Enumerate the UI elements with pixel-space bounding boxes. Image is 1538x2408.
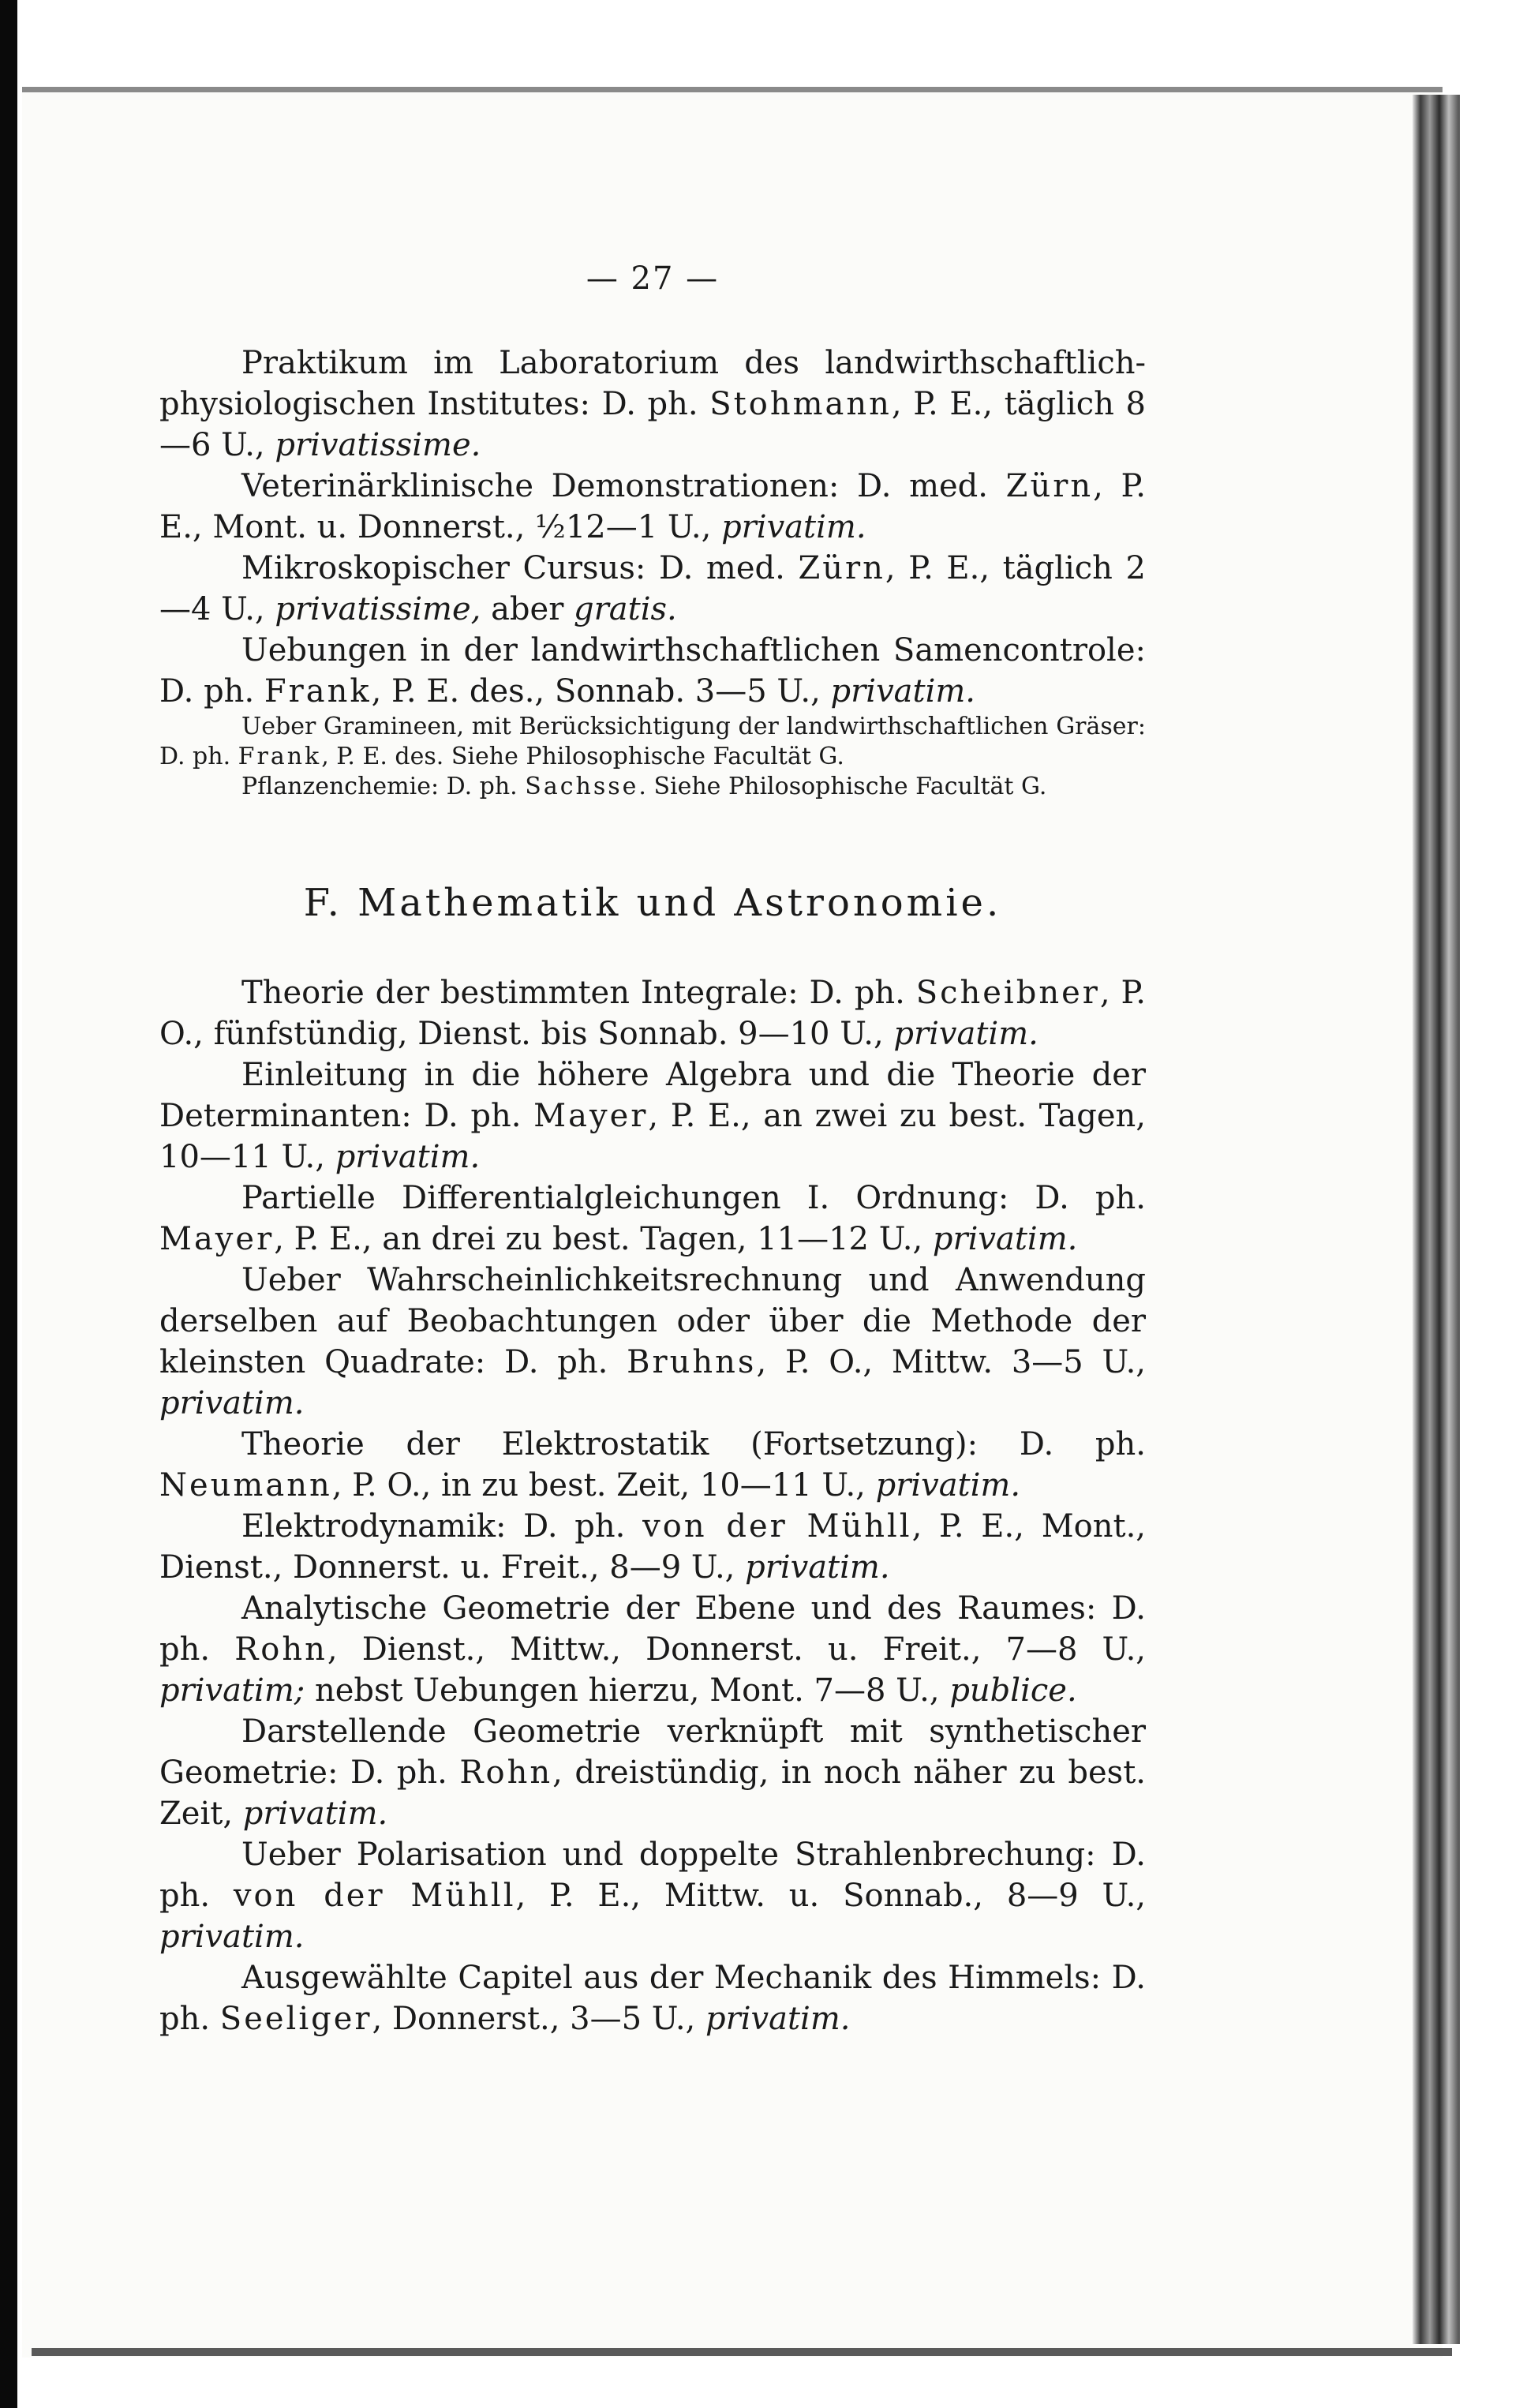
course-details: , P. E., Mittw. u. Sonnab., 8—9 U., bbox=[515, 1878, 1147, 1914]
mathematics-entries bbox=[159, 972, 1146, 2039]
course-extra-mode: publice. bbox=[949, 1672, 1077, 1709]
course-details: , P. E., an drei zu best. Tagen, 11—12 U., bbox=[274, 1221, 933, 1257]
course-title: Pflanzenchemie: D. ph. bbox=[241, 773, 526, 800]
lecturer-name: Rohn bbox=[234, 1631, 327, 1668]
course-title: Ueber Wahrscheinlichkeitsrechnung und Anwendung derselben auf Beobachtungen oder über die Methode der kleinsten Quadrate: D. ph. bbox=[159, 1262, 1146, 1380]
course-title: Veterinärklinische Demonstrationen: D. med. bbox=[241, 468, 1006, 504]
course-mode: privatim. bbox=[875, 1467, 1021, 1504]
course-entry bbox=[159, 1588, 1146, 1711]
course-title: Analytische Geometrie der Ebene und des Raumes: D. ph. bbox=[159, 1590, 1146, 1668]
course-details: , Donnerst., 3—5 U., bbox=[372, 2001, 705, 2037]
course-extra: nebst Uebungen hierzu, Mont. 7—8 U., bbox=[305, 1672, 950, 1709]
course-extra: aber bbox=[481, 591, 574, 627]
course-entry bbox=[159, 1054, 1146, 1178]
course-title: Ueber Gramineen, mit Berücksichtigung der landwirthschaftlichen Gräser: D. ph. bbox=[159, 713, 1146, 770]
course-entry bbox=[159, 548, 1146, 630]
lecturer-name: Frank bbox=[264, 673, 372, 710]
lecturer-name: Seeliger bbox=[219, 2001, 372, 2037]
course-entry bbox=[159, 630, 1146, 712]
course-mode: privatim; bbox=[159, 1672, 305, 1709]
course-mode: privatim. bbox=[932, 1221, 1078, 1257]
lecturer-name: Zürn bbox=[798, 550, 885, 586]
course-details: , P. E., täglich 2—4 U., bbox=[159, 550, 1147, 627]
course-entry bbox=[159, 1424, 1146, 1506]
scan-binding-edge bbox=[1413, 95, 1460, 2344]
course-details: , P. E., täglich 8—6 U., bbox=[159, 386, 1146, 463]
course-mode: privatim. bbox=[242, 1796, 388, 1832]
page-number: — 27 — bbox=[586, 260, 720, 297]
course-mode: privatim. bbox=[159, 1385, 305, 1421]
course-title: Ausgewählte Capitel aus der Mechanik des Himmels: D. ph. bbox=[159, 1960, 1146, 2037]
lecturer-name: Neumann bbox=[159, 1467, 332, 1504]
lecturer-name: von der Mühll bbox=[233, 1878, 516, 1914]
course-mode: privatim. bbox=[159, 1919, 305, 1955]
section-heading: F. Mathematik und Astronomie. bbox=[303, 881, 1002, 925]
lecturer-name: Mayer bbox=[159, 1221, 275, 1257]
page-content bbox=[159, 260, 1146, 2039]
course-title: Theorie der Elektrostatik (Fortsetzung): D. ph. bbox=[241, 1426, 1146, 1462]
course-details: , P. E. des., Sonnab. 3—5 U., bbox=[371, 673, 831, 710]
lecturer-name: Frank bbox=[238, 743, 322, 770]
course-title: Mikroskopischer Cursus: D. med. bbox=[241, 550, 799, 586]
course-entry bbox=[159, 1506, 1146, 1588]
course-title: Einleitung in die höhere Algebra und die Theorie der Determinanten: D. ph. bbox=[159, 1057, 1146, 1134]
cross-reference-note bbox=[159, 772, 1146, 802]
lecturer-name: Mayer bbox=[533, 1098, 649, 1134]
course-mode: privatim. bbox=[721, 509, 866, 545]
course-details: , dreistündig, in noch näher zu best. Zeit, bbox=[159, 1755, 1146, 1832]
course-entry bbox=[159, 1178, 1146, 1260]
course-title: Darstellende Geometrie verknüpft mit synthetischer Geometrie: D. ph. bbox=[159, 1713, 1146, 1791]
course-details: , P. E., an zwei zu best. Tagen, 10—11 U., bbox=[159, 1098, 1146, 1175]
course-entry bbox=[159, 1260, 1146, 1424]
course-title: Partielle Differentialgleichungen I. Ordnung: D. ph. bbox=[241, 1180, 1146, 1216]
course-details: , P. E., Mont., Dienst., Donnerst. u. Freit., 8—9 U., bbox=[159, 1508, 1146, 1586]
lecturer-name: Zürn bbox=[1005, 468, 1094, 504]
course-details: , Dienst., Mittw., Donnerst. u. Freit., 7—8 U., bbox=[327, 1631, 1146, 1668]
course-details: , P. O., Mittw. 3—5 U., bbox=[756, 1344, 1146, 1380]
course-entry bbox=[159, 466, 1146, 548]
lecturer-name: Stohmann bbox=[709, 386, 892, 422]
course-entry bbox=[159, 343, 1146, 466]
course-mode: privatim. bbox=[335, 1139, 481, 1175]
course-mode: privatissime, bbox=[275, 591, 481, 627]
agriculture-entries bbox=[159, 343, 1146, 712]
lecturer-name: Bruhns bbox=[627, 1344, 757, 1380]
scan-left-border bbox=[0, 0, 17, 2408]
course-entry bbox=[159, 1834, 1146, 1957]
course-details: . Siehe Philosophische Facultät G. bbox=[638, 773, 1047, 800]
lecturer-name: Sachsse bbox=[525, 773, 639, 800]
course-mode: privatim. bbox=[705, 2001, 851, 2037]
cross-reference-notes bbox=[159, 712, 1146, 802]
course-mode: privatim. bbox=[745, 1549, 890, 1586]
course-details: , P. O., fünfstündig, Dienst. bis Sonnab. 9—10 U., bbox=[159, 975, 1146, 1052]
course-title: Praktikum im Laboratorium des landwirthschaftlich-physiologischen Institutes: D. ph. bbox=[159, 345, 1146, 422]
course-mode: privatissime. bbox=[275, 427, 481, 463]
course-title: Elektrodynamik: D. ph. bbox=[241, 1508, 643, 1545]
scan-bottom-edge bbox=[32, 2348, 1452, 2356]
course-details: , P. E., Mont. u. Donnerst., ½12—1 U., bbox=[159, 468, 1146, 545]
course-details: , P. E. des. Siehe Philosophische Facultät G. bbox=[321, 743, 844, 770]
course-extra-mode: gratis. bbox=[574, 591, 677, 627]
course-title: Uebungen in der landwirthschaftlichen Samencontrole: D. ph. bbox=[159, 632, 1146, 710]
course-mode: privatim. bbox=[893, 1016, 1038, 1052]
lecturer-name: von der Mühll bbox=[642, 1508, 912, 1545]
cross-reference-note bbox=[159, 712, 1146, 772]
course-mode: privatim. bbox=[830, 673, 976, 710]
course-details: , P. O., in zu best. Zeit, 10—11 U., bbox=[331, 1467, 876, 1504]
lecturer-name: Scheibner bbox=[915, 975, 1100, 1011]
course-entry bbox=[159, 1711, 1146, 1834]
course-entry bbox=[159, 1957, 1146, 2039]
lecturer-name: Rohn bbox=[459, 1755, 553, 1791]
course-title: Ueber Polarisation und doppelte Strahlenbrechung: D. ph. bbox=[159, 1837, 1146, 1914]
course-title: Theorie der bestimmten Integrale: D. ph. bbox=[241, 975, 916, 1011]
course-entry bbox=[159, 972, 1146, 1054]
